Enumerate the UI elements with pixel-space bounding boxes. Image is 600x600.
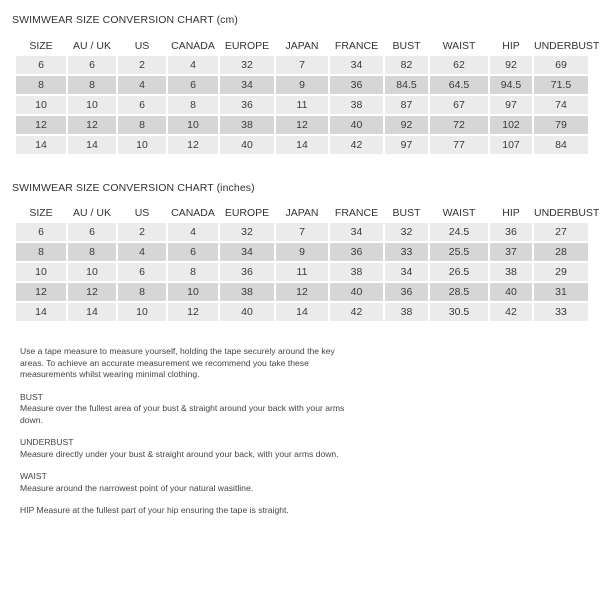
table-cell: 6	[168, 243, 218, 261]
table-cell: 14	[68, 303, 116, 321]
table-cell: 38	[385, 303, 428, 321]
waist-section	[20, 471, 360, 494]
table-cell: 102	[490, 116, 532, 134]
table-cell: 42	[330, 303, 383, 321]
column-header: US	[118, 38, 166, 54]
table-cell: 8	[118, 283, 166, 301]
waist-text: Measure around the narrowest point of your natural wasitline.	[20, 482, 254, 493]
table-cell: 6	[118, 96, 166, 114]
table-cell: 12	[276, 283, 328, 301]
table-cell: 11	[276, 263, 328, 281]
column-header: FRANCE	[330, 205, 383, 221]
table-cell: 38	[330, 96, 383, 114]
table-cell: 32	[220, 56, 274, 74]
table-cell: 77	[430, 136, 488, 154]
table-cell: 7	[276, 56, 328, 74]
column-header: CANADA	[168, 205, 218, 221]
table-cell: 40	[330, 116, 383, 134]
table-cell: 10	[68, 96, 116, 114]
inch-size-table	[14, 203, 600, 323]
table-cell: 11	[276, 96, 328, 114]
table-cell: 8	[168, 96, 218, 114]
column-header: JAPAN	[276, 205, 328, 221]
table-row	[16, 116, 588, 134]
table-cell: 92	[385, 116, 428, 134]
table-cell: 32	[385, 223, 428, 241]
table-cell: 34	[220, 76, 274, 94]
table-cell: 79	[534, 116, 588, 134]
column-header: HIP	[490, 38, 532, 54]
cm-chart-title: SWIMWEAR SIZE CONVERSION CHART (cm)	[12, 14, 238, 26]
table-cell: 26.5	[430, 263, 488, 281]
table-cell: 6	[68, 223, 116, 241]
table-cell: 34	[220, 243, 274, 261]
table-cell: 34	[330, 56, 383, 74]
intro-text: Use a tape measure to measure yourself, holding the tape securely around the key areas. To achieve an accurate measurement we recommend you take these measurements whilst wearing minimal clothing.	[20, 346, 335, 379]
table-header-row	[16, 38, 588, 54]
table-cell: 42	[330, 136, 383, 154]
table-cell: 2	[118, 223, 166, 241]
table-cell: 2	[118, 56, 166, 74]
table-cell: 40	[330, 283, 383, 301]
table-cell: 40	[220, 136, 274, 154]
table-cell: 62	[430, 56, 488, 74]
table-cell: 10	[168, 116, 218, 134]
table-cell: 10	[118, 303, 166, 321]
table-cell: 72	[430, 116, 488, 134]
column-header: AU / UK	[68, 205, 116, 221]
table-row	[16, 263, 588, 281]
table-cell: 67	[430, 96, 488, 114]
table-cell: 10	[168, 283, 218, 301]
table-cell: 71.5	[534, 76, 588, 94]
table-cell: 38	[330, 263, 383, 281]
table-cell: 8	[16, 243, 66, 261]
measuring-instructions	[20, 346, 360, 528]
table-cell: 24.5	[430, 223, 488, 241]
table-cell: 6	[68, 56, 116, 74]
table-row	[16, 283, 588, 301]
table-cell: 4	[168, 223, 218, 241]
table-cell: 64.5	[430, 76, 488, 94]
inch-chart-title: SWIMWEAR SIZE CONVERSION CHART (inches)	[12, 182, 255, 194]
table-cell: 8	[118, 116, 166, 134]
table-cell: 33	[534, 303, 588, 321]
table-cell: 8	[16, 76, 66, 94]
table-row	[16, 76, 588, 94]
underbust-text: Measure directly under your bust & straight around your back, with your arms down.	[20, 448, 339, 459]
waist-heading: WAIST	[20, 471, 47, 481]
table-cell: 31	[534, 283, 588, 301]
table-cell: 8	[68, 76, 116, 94]
table-cell: 33	[385, 243, 428, 261]
table-cell: 10	[16, 263, 66, 281]
table-cell: 27	[534, 223, 588, 241]
table-row	[16, 56, 588, 74]
table-cell: 12	[276, 116, 328, 134]
table-cell: 4	[168, 56, 218, 74]
column-header: FRANCE	[330, 38, 383, 54]
column-header: CANADA	[168, 38, 218, 54]
table-cell: 10	[68, 263, 116, 281]
table-cell: 94.5	[490, 76, 532, 94]
table-cell: 12	[168, 303, 218, 321]
table-cell: 36	[220, 263, 274, 281]
table-cell: 34	[330, 223, 383, 241]
table-cell: 97	[385, 136, 428, 154]
table-cell: 9	[276, 76, 328, 94]
bust-section	[20, 392, 360, 427]
bust-heading: BUST	[20, 391, 43, 402]
column-header: AU / UK	[68, 38, 116, 54]
table-cell: 8	[68, 243, 116, 261]
table-cell: 82	[385, 56, 428, 74]
underbust-heading: UNDERBUST	[20, 437, 74, 447]
table-row	[16, 243, 588, 261]
table-cell: 38	[490, 263, 532, 281]
table-row	[16, 223, 588, 241]
table-cell: 32	[220, 223, 274, 241]
hip-text: HIP Measure at the fullest part of your hip ensuring the tape is straight.	[20, 505, 289, 515]
column-header: JAPAN	[276, 38, 328, 54]
table-cell: 28	[534, 243, 588, 261]
table-cell: 42	[490, 303, 532, 321]
column-header: SIZE	[16, 38, 66, 54]
table-cell: 12	[16, 283, 66, 301]
column-header: EUROPE	[220, 205, 274, 221]
table-cell: 10	[16, 96, 66, 114]
table-cell: 74	[534, 96, 588, 114]
table-header-row	[16, 205, 588, 221]
table-cell: 36	[490, 223, 532, 241]
table-cell: 12	[16, 116, 66, 134]
column-header: UNDERBUST	[534, 207, 600, 219]
table-cell: 12	[68, 116, 116, 134]
table-cell: 107	[490, 136, 532, 154]
table-cell: 14	[276, 303, 328, 321]
table-cell: 30.5	[430, 303, 488, 321]
table-cell: 36	[220, 96, 274, 114]
column-header: EUROPE	[220, 38, 274, 54]
table-cell: 29	[534, 263, 588, 281]
table-cell: 10	[118, 136, 166, 154]
table-cell: 40	[490, 283, 532, 301]
table-cell: 69	[534, 56, 588, 74]
cm-size-table	[14, 36, 600, 156]
underbust-section	[20, 437, 360, 460]
table-row	[16, 96, 588, 114]
table-cell: 14	[16, 303, 66, 321]
table-cell: 9	[276, 243, 328, 261]
column-header: WAIST	[430, 205, 488, 221]
table-cell: 36	[330, 76, 383, 94]
table-cell: 84	[534, 136, 588, 154]
table-cell: 4	[118, 243, 166, 261]
column-header: HIP	[490, 205, 532, 221]
table-cell: 4	[118, 76, 166, 94]
table-cell: 37	[490, 243, 532, 261]
column-header: BUST	[385, 205, 428, 221]
table-cell: 7	[276, 223, 328, 241]
table-cell: 12	[168, 136, 218, 154]
table-cell: 38	[220, 283, 274, 301]
table-cell: 36	[330, 243, 383, 261]
table-cell: 97	[490, 96, 532, 114]
table-row	[16, 303, 588, 321]
column-header: SIZE	[16, 205, 66, 221]
table-cell: 87	[385, 96, 428, 114]
table-cell: 12	[68, 283, 116, 301]
column-header: US	[118, 205, 166, 221]
bust-text: Measure over the fullest area of your bust & straight around your back with your arms down.	[20, 403, 345, 425]
table-cell: 14	[68, 136, 116, 154]
table-cell: 38	[220, 116, 274, 134]
table-cell: 25.5	[430, 243, 488, 261]
table-cell: 6	[168, 76, 218, 94]
table-cell: 6	[118, 263, 166, 281]
column-header: BUST	[385, 38, 428, 54]
table-cell: 92	[490, 56, 532, 74]
table-cell: 8	[168, 263, 218, 281]
table-cell: 14	[276, 136, 328, 154]
table-row	[16, 136, 588, 154]
table-cell: 84.5	[385, 76, 428, 94]
table-cell: 28.5	[430, 283, 488, 301]
table-cell: 36	[385, 283, 428, 301]
column-header: UNDERBUST	[534, 40, 600, 52]
table-cell: 6	[16, 223, 66, 241]
column-header: WAIST	[430, 38, 488, 54]
table-cell: 14	[16, 136, 66, 154]
table-cell: 34	[385, 263, 428, 281]
table-cell: 6	[16, 56, 66, 74]
table-cell: 40	[220, 303, 274, 321]
